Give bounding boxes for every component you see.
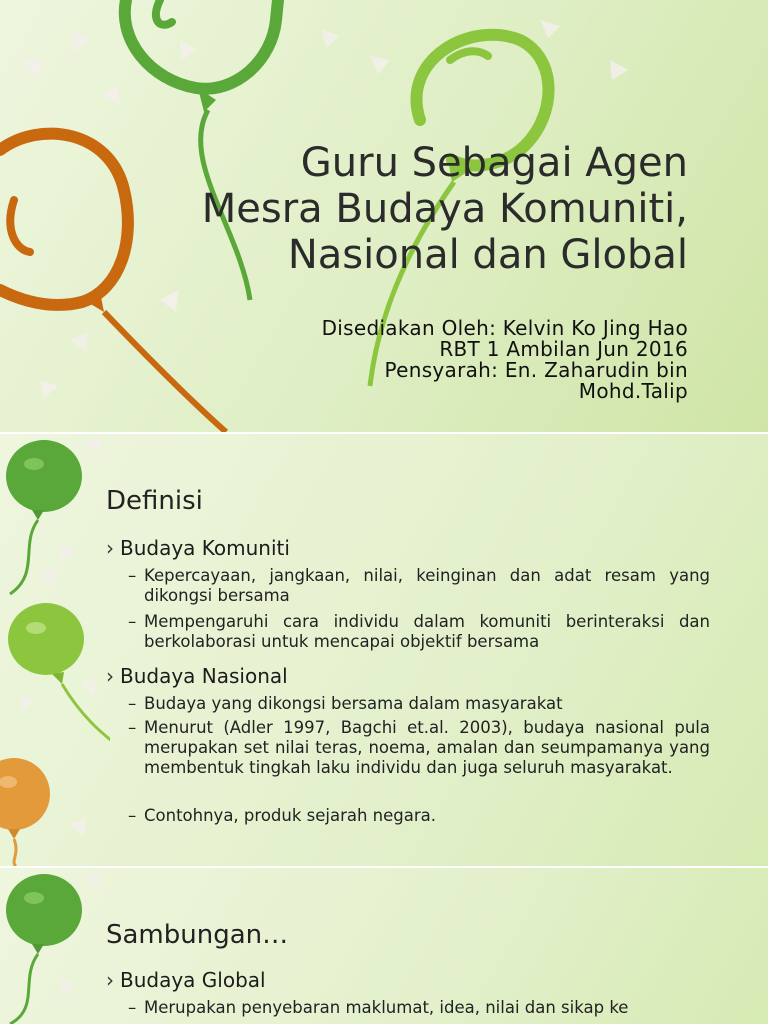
sub-bullet-text: Kepercayaan, jangkaan, nilai, keinginan dan adat resam yang dikongsi bersama [144,566,710,605]
bullet-budaya-global [106,968,266,992]
sub-bullet [128,998,710,1018]
bullet-mark: › [106,968,114,992]
sub-bullet [128,566,710,606]
slide-heading: Definisi [106,486,203,516]
sub-bullet-text: Mempengaruhi cara individu dalam komuniti berinteraksi dan berkolaborasi untuk mencapai objektif bersama [144,612,710,651]
bullet-budaya-komuniti [106,536,290,560]
title-line: Mesra Budaya Komuniti, [201,186,688,232]
subtitle-line: Disediakan Oleh: Kelvin Ko Jing Hao [321,316,688,340]
slide-subtitle [168,318,688,402]
subtitle-line: RBT 1 Ambilan Jun 2016 [439,337,688,361]
bullet-mark: › [106,536,114,560]
dash-mark: – [128,998,137,1017]
dash-mark: – [128,694,137,713]
balloon-column-decoration [0,868,110,1024]
sub-bullet-text: Contohnya, produk sejarah negara. [144,806,437,825]
dash-mark: – [128,718,137,737]
bullet-label: Budaya Komuniti [120,536,290,560]
title-line: Nasional dan Global [287,232,688,278]
sub-bullet [128,806,710,826]
sub-bullet-text: Merupakan penyebaran maklumat, idea, nilai dan sikap ke [144,998,629,1017]
bullet-mark: › [106,664,114,688]
balloon-column-decoration [0,434,110,866]
subtitle-line: Pensyarah: En. Zaharudin bin [384,358,688,382]
bullet-budaya-nasional [106,664,288,688]
sub-bullet [128,612,710,652]
dash-mark: – [128,566,137,585]
sub-bullet-text: Menurut (Adler 1997, Bagchi et.al. 2003), budaya nasional pula merupakan set nilai teras, noema, amalan dan seumpamanya yang membentuk tingkah laku individu dan juga seluruh masyarakat. [144,718,710,777]
sub-bullet-text: Budaya yang dikongsi bersama dalam masyarakat [144,694,563,713]
definition-slide [0,434,768,866]
slide-heading: Sambungan… [106,920,289,950]
title-line: Guru Sebagai Agen [300,140,688,186]
bullet-label: Budaya Global [120,968,266,992]
sub-bullet [128,694,710,714]
subtitle-line: Mohd.Talip [578,379,688,403]
dash-mark: – [128,612,137,631]
continuation-slide [0,868,768,1024]
bullet-label: Budaya Nasional [120,664,288,688]
dash-mark: – [128,806,137,825]
slide-title [128,140,688,278]
sub-bullet [128,718,710,778]
title-slide [0,0,768,432]
